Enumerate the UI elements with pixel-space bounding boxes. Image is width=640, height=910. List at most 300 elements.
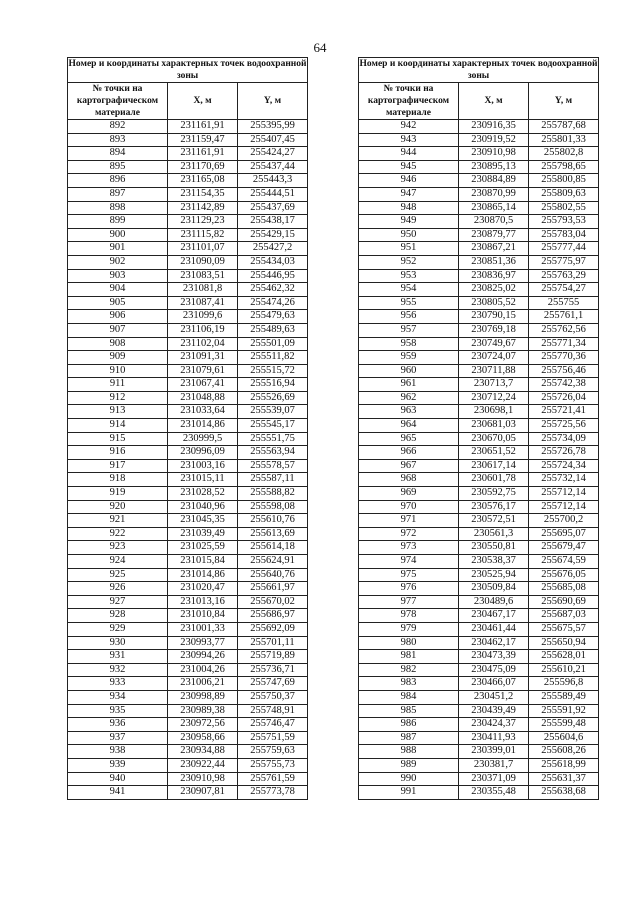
table-row	[68, 595, 308, 609]
point-number-cell: 957	[359, 323, 459, 337]
table-row	[359, 269, 599, 283]
x-coordinate-cell: 230711,88	[459, 364, 529, 378]
x-coordinate-cell: 230958,66	[168, 731, 238, 745]
point-number-cell: 955	[359, 296, 459, 310]
table-row	[359, 160, 599, 174]
y-coordinate-cell: 255676,05	[529, 568, 599, 582]
y-coordinate-cell: 255444,51	[238, 187, 308, 201]
x-coordinate-cell: 231081,8	[168, 283, 238, 297]
y-coordinate-cell: 255734,09	[529, 432, 599, 446]
table-row	[68, 527, 308, 541]
point-number-cell: 954	[359, 283, 459, 297]
y-coordinate-cell: 255596,8	[529, 677, 599, 691]
point-number-cell: 956	[359, 310, 459, 324]
x-coordinate-cell: 231015,11	[168, 473, 238, 487]
table-row	[359, 527, 599, 541]
table-row	[68, 500, 308, 514]
x-coordinate-cell: 231004,26	[168, 663, 238, 677]
table-row	[68, 772, 308, 786]
point-number-cell: 938	[68, 745, 168, 759]
point-number-cell: 926	[68, 582, 168, 596]
table-row	[68, 419, 308, 433]
x-coordinate-cell: 231161,91	[168, 147, 238, 161]
x-coordinate-cell: 231091,31	[168, 351, 238, 365]
x-coordinate-cell: 231040,96	[168, 500, 238, 514]
x-coordinate-cell: 230996,09	[168, 446, 238, 460]
y-coordinate-cell: 255787,68	[529, 120, 599, 134]
point-number-cell: 930	[68, 636, 168, 650]
table-row	[359, 582, 599, 596]
table-row	[359, 337, 599, 351]
y-coordinate-cell: 255515,72	[238, 364, 308, 378]
y-coordinate-cell: 255748,91	[238, 704, 308, 718]
point-number-cell: 914	[68, 419, 168, 433]
y-coordinate-cell: 255479,63	[238, 310, 308, 324]
y-coordinate-cell: 255762,56	[529, 323, 599, 337]
table-row	[359, 731, 599, 745]
table-row	[68, 473, 308, 487]
y-coordinate-cell: 255763,29	[529, 269, 599, 283]
y-coordinate-cell: 255747,69	[238, 677, 308, 691]
table-row	[359, 242, 599, 256]
table-row	[359, 405, 599, 419]
table-row	[359, 568, 599, 582]
point-number-cell: 922	[68, 527, 168, 541]
table-row	[68, 201, 308, 215]
point-number-cell: 963	[359, 405, 459, 419]
x-coordinate-cell: 230916,35	[459, 120, 529, 134]
y-coordinate-cell: 255424,27	[238, 147, 308, 161]
table-row	[359, 296, 599, 310]
point-number-cell: 910	[68, 364, 168, 378]
point-number-cell: 918	[68, 473, 168, 487]
y-coordinate-cell: 255726,78	[529, 446, 599, 460]
x-coordinate-cell: 230769,18	[459, 323, 529, 337]
y-coordinate-cell: 255551,75	[238, 432, 308, 446]
point-number-cell: 966	[359, 446, 459, 460]
point-number-cell: 923	[68, 541, 168, 555]
y-coordinate-cell: 255661,97	[238, 582, 308, 596]
table-row	[68, 283, 308, 297]
y-coordinate-cell: 255604,6	[529, 731, 599, 745]
x-coordinate-cell: 231161,91	[168, 120, 238, 134]
y-coordinate-cell: 255610,76	[238, 514, 308, 528]
x-coordinate-cell: 230907,81	[168, 786, 238, 800]
table-row	[359, 187, 599, 201]
x-coordinate-cell: 230489,6	[459, 595, 529, 609]
table-row	[359, 133, 599, 147]
table-row	[68, 405, 308, 419]
x-coordinate-cell: 230999,5	[168, 432, 238, 446]
table-row	[68, 351, 308, 365]
point-number-cell: 991	[359, 786, 459, 800]
y-coordinate-cell: 255802,8	[529, 147, 599, 161]
x-coordinate-cell: 230870,99	[459, 187, 529, 201]
y-coordinate-cell: 255746,47	[238, 718, 308, 732]
x-coordinate-cell: 230749,67	[459, 337, 529, 351]
y-coordinate-cell: 255755,73	[238, 758, 308, 772]
table-row	[68, 758, 308, 772]
x-coordinate-cell: 230993,77	[168, 636, 238, 650]
y-coordinate-cell: 255608,26	[529, 745, 599, 759]
table-row	[68, 704, 308, 718]
y-coordinate-cell: 255539,07	[238, 405, 308, 419]
x-coordinate-cell: 231115,82	[168, 228, 238, 242]
table-row	[359, 500, 599, 514]
point-number-cell: 946	[359, 174, 459, 188]
y-coordinate-cell: 255587,11	[238, 473, 308, 487]
y-coordinate-cell: 255725,56	[529, 419, 599, 433]
x-coordinate-cell: 230825,02	[459, 283, 529, 297]
table-row	[359, 459, 599, 473]
y-coordinate-cell: 255624,91	[238, 555, 308, 569]
y-coordinate-cell: 255690,69	[529, 595, 599, 609]
point-number-cell: 905	[68, 296, 168, 310]
table-row	[68, 215, 308, 229]
point-number-cell: 967	[359, 459, 459, 473]
x-coordinate-cell: 230870,5	[459, 215, 529, 229]
x-coordinate-cell: 230424,37	[459, 718, 529, 732]
table-row	[68, 364, 308, 378]
x-coordinate-cell: 230922,44	[168, 758, 238, 772]
x-coordinate-cell: 231165,08	[168, 174, 238, 188]
y-coordinate-cell: 255801,33	[529, 133, 599, 147]
table-title: Номер и координаты характерных точек водоохранной зоны	[359, 59, 598, 81]
x-coordinate-cell: 230805,52	[459, 296, 529, 310]
y-coordinate-cell: 255798,65	[529, 160, 599, 174]
point-number-cell: 945	[359, 160, 459, 174]
table-row	[68, 269, 308, 283]
y-coordinate-cell: 255771,34	[529, 337, 599, 351]
x-coordinate-cell: 230617,14	[459, 459, 529, 473]
y-coordinate-cell: 255685,08	[529, 582, 599, 596]
point-number-cell: 978	[359, 609, 459, 623]
table-row	[359, 201, 599, 215]
point-number-cell: 985	[359, 704, 459, 718]
y-coordinate-cell: 255613,69	[238, 527, 308, 541]
y-coordinate-cell: 255700,2	[529, 514, 599, 528]
x-coordinate-cell: 230601,78	[459, 473, 529, 487]
point-number-cell: 970	[359, 500, 459, 514]
y-coordinate-cell: 255429,15	[238, 228, 308, 242]
y-coordinate-cell: 255721,41	[529, 405, 599, 419]
y-coordinate-cell: 255610,21	[529, 663, 599, 677]
y-coordinate-cell: 255437,44	[238, 160, 308, 174]
point-number-cell: 907	[68, 323, 168, 337]
x-coordinate-cell: 230712,24	[459, 391, 529, 405]
y-coordinate-cell: 255751,59	[238, 731, 308, 745]
x-coordinate-cell: 230698,1	[459, 405, 529, 419]
table-row	[359, 758, 599, 772]
x-coordinate-cell: 231101,07	[168, 242, 238, 256]
x-coordinate-cell: 230509,84	[459, 582, 529, 596]
point-number-cell: 948	[359, 201, 459, 215]
point-number-cell: 901	[68, 242, 168, 256]
x-coordinate-cell: 231048,88	[168, 391, 238, 405]
x-coordinate-cell: 231067,41	[168, 378, 238, 392]
point-number-cell: 979	[359, 622, 459, 636]
point-number-cell: 931	[68, 650, 168, 664]
y-coordinate-cell: 255719,89	[238, 650, 308, 664]
x-coordinate-cell: 230934,88	[168, 745, 238, 759]
x-coordinate-cell: 231025,59	[168, 541, 238, 555]
point-number-cell: 909	[68, 351, 168, 365]
x-coordinate-cell: 231154,35	[168, 187, 238, 201]
table-row	[68, 120, 308, 134]
point-number-cell: 899	[68, 215, 168, 229]
point-number-cell: 944	[359, 147, 459, 161]
y-coordinate-cell: 255588,82	[238, 487, 308, 501]
y-coordinate-cell: 255761,1	[529, 310, 599, 324]
table-row	[68, 174, 308, 188]
x-coordinate-cell: 230681,03	[459, 419, 529, 433]
table-row	[68, 255, 308, 269]
point-number-cell: 894	[68, 147, 168, 161]
y-coordinate-cell: 255462,32	[238, 283, 308, 297]
y-coordinate-cell: 255628,01	[529, 650, 599, 664]
y-coordinate-cell: 255773,78	[238, 786, 308, 800]
x-coordinate-cell: 231001,33	[168, 622, 238, 636]
table-row	[359, 215, 599, 229]
point-number-cell: 937	[68, 731, 168, 745]
point-number-cell: 927	[68, 595, 168, 609]
table-row	[68, 391, 308, 405]
point-number-cell: 933	[68, 677, 168, 691]
y-coordinate-cell: 255675,57	[529, 622, 599, 636]
x-coordinate-cell: 230836,97	[459, 269, 529, 283]
point-number-cell: 916	[68, 446, 168, 460]
table-row	[68, 690, 308, 704]
table-row	[68, 677, 308, 691]
y-coordinate-cell: 255712,14	[529, 500, 599, 514]
point-number-cell: 929	[68, 622, 168, 636]
table-row	[359, 378, 599, 392]
table-row	[359, 718, 599, 732]
table-row	[68, 378, 308, 392]
x-coordinate-cell: 231003,16	[168, 459, 238, 473]
point-number-cell: 939	[68, 758, 168, 772]
table-row	[68, 133, 308, 147]
point-number-cell: 949	[359, 215, 459, 229]
x-coordinate-cell: 231102,04	[168, 337, 238, 351]
column-header-y: Y, м	[238, 83, 308, 120]
point-number-cell: 920	[68, 500, 168, 514]
y-coordinate-cell: 255724,34	[529, 459, 599, 473]
point-number-cell: 953	[359, 269, 459, 283]
point-number-cell: 912	[68, 391, 168, 405]
x-coordinate-cell: 231099,6	[168, 310, 238, 324]
y-coordinate-cell: 255526,69	[238, 391, 308, 405]
y-coordinate-cell: 255434,03	[238, 255, 308, 269]
x-coordinate-cell: 230399,01	[459, 745, 529, 759]
x-coordinate-cell: 231045,35	[168, 514, 238, 528]
table-row	[359, 595, 599, 609]
y-coordinate-cell: 255759,63	[238, 745, 308, 759]
point-number-cell: 958	[359, 337, 459, 351]
y-coordinate-cell: 255687,03	[529, 609, 599, 623]
y-coordinate-cell: 255674,59	[529, 555, 599, 569]
x-coordinate-cell: 230473,39	[459, 650, 529, 664]
x-coordinate-cell: 231014,86	[168, 568, 238, 582]
point-number-cell: 943	[359, 133, 459, 147]
y-coordinate-cell: 255614,18	[238, 541, 308, 555]
table-row	[68, 650, 308, 664]
x-coordinate-cell: 230381,7	[459, 758, 529, 772]
table-row	[359, 514, 599, 528]
table-row	[68, 228, 308, 242]
y-coordinate-cell: 255618,99	[529, 758, 599, 772]
y-coordinate-cell: 255726,04	[529, 391, 599, 405]
x-coordinate-cell: 231129,23	[168, 215, 238, 229]
x-coordinate-cell: 231006,21	[168, 677, 238, 691]
x-coordinate-cell: 230998,89	[168, 690, 238, 704]
point-number-cell: 960	[359, 364, 459, 378]
point-number-cell: 988	[359, 745, 459, 759]
y-coordinate-cell: 255754,27	[529, 283, 599, 297]
table-row	[359, 487, 599, 501]
x-coordinate-cell: 230451,2	[459, 690, 529, 704]
y-coordinate-cell: 255770,36	[529, 351, 599, 365]
table-row	[359, 473, 599, 487]
y-coordinate-cell: 255761,59	[238, 772, 308, 786]
point-number-cell: 968	[359, 473, 459, 487]
table-row	[68, 514, 308, 528]
y-coordinate-cell: 255775,97	[529, 255, 599, 269]
point-number-cell: 990	[359, 772, 459, 786]
table-row	[359, 555, 599, 569]
point-number-cell: 941	[68, 786, 168, 800]
x-coordinate-cell: 230919,52	[459, 133, 529, 147]
point-number-cell: 947	[359, 187, 459, 201]
y-coordinate-cell: 255750,37	[238, 690, 308, 704]
x-coordinate-cell: 230475,09	[459, 663, 529, 677]
table-body	[68, 120, 308, 800]
column-header-point: № точки на картографическом материале	[359, 83, 459, 120]
table-row	[359, 636, 599, 650]
point-number-cell: 987	[359, 731, 459, 745]
x-coordinate-cell: 230651,52	[459, 446, 529, 460]
coordinates-table-right	[358, 57, 599, 800]
point-number-cell: 904	[68, 283, 168, 297]
point-number-cell: 917	[68, 459, 168, 473]
x-coordinate-cell: 231015,84	[168, 555, 238, 569]
x-coordinate-cell: 231087,41	[168, 296, 238, 310]
x-coordinate-cell: 230994,26	[168, 650, 238, 664]
x-coordinate-cell: 230713,7	[459, 378, 529, 392]
table-row	[68, 459, 308, 473]
x-coordinate-cell: 231010,84	[168, 609, 238, 623]
y-coordinate-cell: 255692,09	[238, 622, 308, 636]
point-number-cell: 924	[68, 555, 168, 569]
point-number-cell: 959	[359, 351, 459, 365]
point-number-cell: 986	[359, 718, 459, 732]
x-coordinate-cell: 231033,64	[168, 405, 238, 419]
x-coordinate-cell: 230910,98	[459, 147, 529, 161]
x-coordinate-cell: 230371,09	[459, 772, 529, 786]
table-row	[68, 718, 308, 732]
table-row	[68, 622, 308, 636]
table-row	[359, 677, 599, 691]
table-row	[68, 745, 308, 759]
y-coordinate-cell: 255511,82	[238, 351, 308, 365]
x-coordinate-cell: 230572,51	[459, 514, 529, 528]
point-number-cell: 936	[68, 718, 168, 732]
table-row	[359, 364, 599, 378]
y-coordinate-cell: 255695,07	[529, 527, 599, 541]
point-number-cell: 977	[359, 595, 459, 609]
y-coordinate-cell: 255591,92	[529, 704, 599, 718]
y-coordinate-cell: 255712,14	[529, 487, 599, 501]
point-number-cell: 975	[359, 568, 459, 582]
column-header-y: Y, м	[529, 83, 599, 120]
table-row	[68, 323, 308, 337]
y-coordinate-cell: 255407,45	[238, 133, 308, 147]
point-number-cell: 965	[359, 432, 459, 446]
point-number-cell: 984	[359, 690, 459, 704]
point-number-cell: 896	[68, 174, 168, 188]
y-coordinate-cell: 255631,37	[529, 772, 599, 786]
table-row	[359, 772, 599, 786]
table-row	[359, 609, 599, 623]
x-coordinate-cell: 230538,37	[459, 555, 529, 569]
table-body	[359, 120, 599, 800]
y-coordinate-cell: 255793,53	[529, 215, 599, 229]
x-coordinate-cell: 230867,21	[459, 242, 529, 256]
x-coordinate-cell: 230910,98	[168, 772, 238, 786]
y-coordinate-cell: 255489,63	[238, 323, 308, 337]
table-row	[359, 690, 599, 704]
y-coordinate-cell: 255589,49	[529, 690, 599, 704]
point-number-cell: 932	[68, 663, 168, 677]
point-number-cell: 942	[359, 120, 459, 134]
page-number: 64	[313, 40, 327, 55]
table-title: Номер и координаты характерных точек водоохранной зоны	[68, 59, 307, 81]
y-coordinate-cell: 255516,94	[238, 378, 308, 392]
x-coordinate-cell: 231170,69	[168, 160, 238, 174]
point-number-cell: 892	[68, 120, 168, 134]
table-row	[359, 323, 599, 337]
y-coordinate-cell: 255563,94	[238, 446, 308, 460]
table-row	[68, 160, 308, 174]
table-row	[359, 310, 599, 324]
x-coordinate-cell: 231079,61	[168, 364, 238, 378]
x-coordinate-cell: 230724,07	[459, 351, 529, 365]
point-number-cell: 981	[359, 650, 459, 664]
point-number-cell: 974	[359, 555, 459, 569]
point-number-cell: 897	[68, 187, 168, 201]
point-number-cell: 961	[359, 378, 459, 392]
x-coordinate-cell: 230851,36	[459, 255, 529, 269]
point-number-cell: 951	[359, 242, 459, 256]
y-coordinate-cell: 255650,94	[529, 636, 599, 650]
y-coordinate-cell: 255598,08	[238, 500, 308, 514]
y-coordinate-cell: 255446,95	[238, 269, 308, 283]
x-coordinate-cell: 230466,07	[459, 677, 529, 691]
y-coordinate-cell: 255501,09	[238, 337, 308, 351]
table-row	[68, 636, 308, 650]
point-number-cell: 964	[359, 419, 459, 433]
point-number-cell: 976	[359, 582, 459, 596]
y-coordinate-cell: 255742,38	[529, 378, 599, 392]
x-coordinate-cell: 230550,81	[459, 541, 529, 555]
point-number-cell: 915	[68, 432, 168, 446]
point-number-cell: 900	[68, 228, 168, 242]
y-coordinate-cell: 255802,55	[529, 201, 599, 215]
coordinates-table-left	[67, 57, 308, 800]
x-coordinate-cell: 230865,14	[459, 201, 529, 215]
y-coordinate-cell: 255638,68	[529, 786, 599, 800]
y-coordinate-cell: 255474,26	[238, 296, 308, 310]
